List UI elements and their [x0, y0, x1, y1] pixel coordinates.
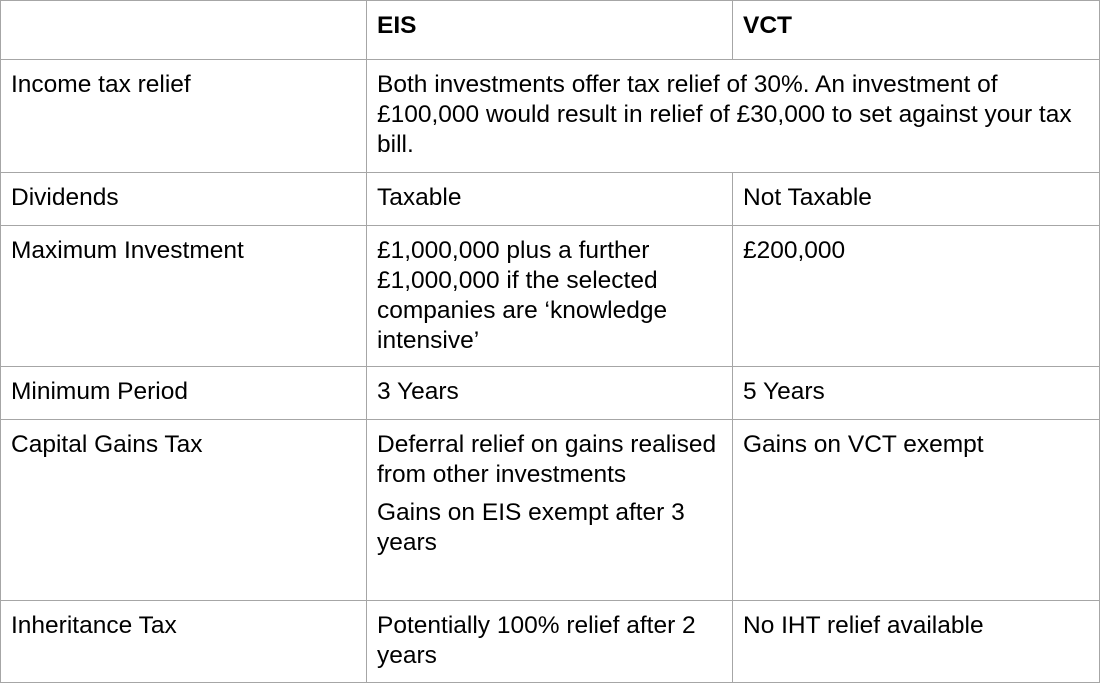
header-eis: EIS — [367, 1, 733, 60]
row-dividends — [1, 173, 1100, 226]
vct-cell: No IHT relief available — [733, 601, 1100, 683]
row-label: Inheritance Tax — [1, 601, 367, 683]
row-capital-gains-tax — [1, 420, 1100, 601]
row-inheritance-tax — [1, 601, 1100, 683]
eis-cgt-line-exempt: Gains on EIS exempt after 3 years — [377, 499, 685, 556]
header-vct: VCT — [733, 1, 1100, 60]
row-label: Minimum Period — [1, 367, 367, 420]
table-header — [1, 1, 1100, 60]
vct-cell: £200,000 — [733, 226, 1100, 367]
eis-cell: Potentially 100% relief after 2 years — [367, 601, 733, 683]
merged-cell: Both investments offer tax relief of 30%. An investment of £100,000 would result in relief of £30,000 to set against your tax bill. — [367, 60, 1100, 173]
row-income-tax-relief — [1, 60, 1100, 173]
row-label: Capital Gains Tax — [1, 420, 367, 601]
row-label: Income tax relief — [1, 60, 367, 173]
eis-cell: 3 Years — [367, 367, 733, 420]
row-label: Dividends — [1, 173, 367, 226]
eis-cell — [367, 420, 733, 601]
vct-cell: 5 Years — [733, 367, 1100, 420]
row-maximum-investment — [1, 226, 1100, 367]
eis-cgt-line-deferral: Deferral relief on gains realised from other investments — [377, 431, 717, 488]
row-minimum-period — [1, 367, 1100, 420]
row-label: Maximum Investment — [1, 226, 367, 367]
table-body — [1, 60, 1100, 683]
header-row — [1, 1, 1100, 60]
vct-cell: Gains on VCT exempt — [733, 420, 1100, 601]
header-corner-cell — [1, 1, 367, 60]
eis-cell: Taxable — [367, 173, 733, 226]
eis-cell: £1,000,000 plus a further £1,000,000 if the selected companies are ‘knowledge intensive’ — [367, 226, 733, 367]
vct-cell: Not Taxable — [733, 173, 1100, 226]
